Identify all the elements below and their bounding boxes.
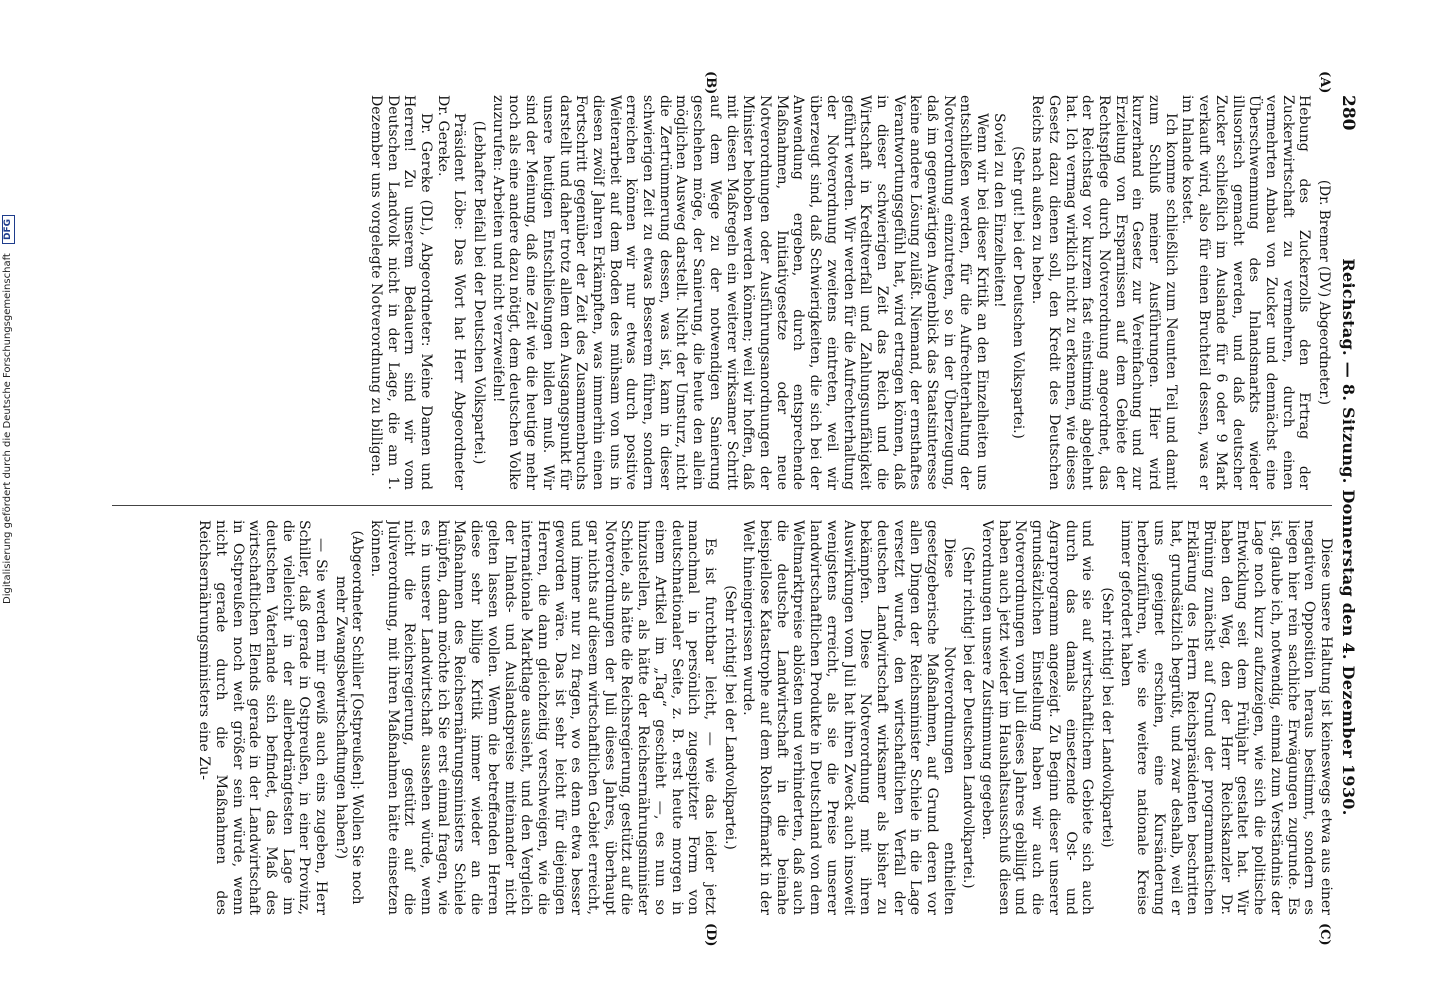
paragraph: Dr. Gereke (DL), Abgeordneter: Meine Damen und Herren! Zu unserem Bedauern sind wir vom Deutschen Landvolk nicht in der Lage, die am 1. Dezember uns vorgelegte Notverordnung zu billigen.	[367, 95, 435, 490]
paragraph: Diese unsere Haltung ist keineswegs etwa aus einer negativen Opposition heraus bestimmt, sondern es liegen hier rein sachliche Erwägungen zugrunde. Es ist, glaube ich, notwendig, einmal zum Verständnis der Lage noch kurz aufzuzeigen, wie sich die politische Entwicklung seit dem Frühjahr gestaltet hat. Wir haben den Weg, den der Herr Reichskanzler Dr. Brüning zunächst auf Grund der programmatischen Erklärung des Herrn Reichspräsidenten beschritten hat, grundsätzlich begrüßt, und zwar deshalb, weil er uns geeignet erschien, eine Kursänderung herbeizuführen, wie sie weitere nationale Kreise immer gefordert haben	[1117, 520, 1334, 915]
interjection: (Sehr richtig! bei der Landvolkpartei)	[1098, 587, 1115, 848]
paragraph: Präsident Löbe: Das Wort hat Herr Abgeordneter Dr. Gereke.	[434, 95, 468, 490]
paragraph: und wie sie auf wirtschaftlichem Gebiete sich auch durch das damals einsetzende Ost- und Agrarprogramm angezeigt. Zu Beginn dieser unserer grundsätzlichen Einstellung haben wir auch die Notverordnungen vom Juli dieses Jahres gebilligt und haben auch jetzt wieder im Haushaltsausschuß diesen Verordnungen unsere Zustimmung gegeben.	[979, 520, 1096, 915]
interjection: (Sehr richtig! bei der Deutschen Landvolkpartei.)	[960, 546, 977, 889]
interjection: (Sehr gut! bei der Deutschen Volkspartei.)	[1010, 146, 1027, 439]
interjection: (Dr. Bremer (DV) Abgeordneter.)	[1316, 179, 1332, 406]
margin-marker-a: (A)	[1317, 71, 1332, 94]
paragraph: Diese Notverordnungen enthielten gesetzgeberische Maßnahmen, auf Grund deren vor allen Dingen der Reichsminister Schiele in die Lage versetzt wurde, den wirtschaftlichen Verfall der deutschen Landwirtschaft wirksamer als bisher zu bekämpfen. Diese Notverordnung mit ihren Auswirkungen vom Juli hat ihren Zweck auch insoweit wenigstens erreicht, als sie die Preise unserer landwirtschaftlichen Produkte in Deutschland von dem Weltmarktpreise ablösten und verhinderten, daß auch die deutsche Landwirtschaft in die beinahe beispiellose Katastrophe auf dem Rohstoffmarkt in der Welt hineingerissen wurde.	[740, 520, 957, 915]
margin-marker-d: (D)	[703, 923, 718, 947]
left-column	[106, 95, 1334, 490]
credit-text: Digitalisierung gefördert durch die Deutsche Forschungsgemeinschaft	[2, 253, 13, 604]
page-header	[1336, 95, 1358, 925]
margin-marker-c: (C)	[1317, 923, 1332, 946]
digitization-credit	[1, 210, 17, 604]
paragraph: Wenn wir bei dieser Kritik an den Einzelheiten uns entschließen werden, für die Aufrechterhaltung der Notverordnung einzutreten, so in der Überzeugung, daß im gegenwärtigen Augenblick das Staatsinteresse keine andere Lösung zuläßt. Niemand, der ernsthaftes Verantwortungsgefühl hat, wird ertragen können, daß in dieser schwierigen Zeit das Reich und die Wirtschaft in Kreditverfall und Zahlungsunfähigkeit geführt werden. Wir werden für die Aufrechterhaltung der Notverordnung zweitens eintreten, weil wir überzeugt sind, daß Schwierigkeiten, die sich bei der Anwendung ergeben, durch entsprechende Maßnahmen, Initiativgesetze oder neue Notverordnungen oder Ausführungsanordnungen der Minister behoben werden können; weil wir hoffen, daß mit diesen Maßregeln ein weiterer wirksamer Schritt auf dem Wege zu der notwendigen Sanierung geschehen möge, der Sanierung, die heute den allein möglichen Ausweg darstellt. Nicht der Umsturz, nicht die Zertrümmerung dessen, was ist, kann in dieser schwierigen Zeit zu etwas Besserem führen, sondern erreichen können wir nur etwas durch positive Weiterarbeit auf dem Boden des mühsam von uns in diesen zwölf Jahren Erkämpften, was immerhin einen Fortschritt gegenüber der Zeit des Zusammenbruchs darstellt und daher trotz allem den Ausgangspunkt für unsere heutigen Entschließungen bilden muß. Wir sind der Meinung, daß eine Zeit wie die heutige mehr noch als eine andere dazu nötigt, dem deutschen Volke zuzurufen: Arbeiten und nicht verzweifeln!	[489, 95, 991, 490]
interjection: (Sehr richtig! bei der Landvolkpartei.)	[721, 585, 738, 850]
right-column	[106, 520, 1334, 915]
paragraph: Ich komme schließlich zum Neunten Teil und damit zum Schluß meiner Ausführungen. Hier wird kurzerhand ein Gesetz zur Vereinfachung und zur Erzielung von Ersparnissen auf dem Gebiete der Rechtspflege durch Notverordnung angeordnet, das der Reichstag vor kurzem fast einstimmig abgelehnt hat. Ich vermag wirklich nicht zu erkennen, wie dieses Gesetz dazu dienen soll, den Kredit des Deutschen Reichs nach außen zu heben.	[1029, 95, 1179, 490]
paragraph: — Sie werden mir gewiß auch eins zugeben, Herr Schiller, daß gerade in Ostpreußen, in einer Provinz, die vielleicht in der allerbedrängtesten Lage im deutschen Vaterlande sich befindet, das Maß des wirtschaftlichen Elends gerade in der Landwirtschaft in Ostpreußen noch weit größer sein würde, wenn nicht gerade durch die Maßnahmen des Reichsernährungsministers eine Zu-	[196, 520, 330, 915]
rotated-page	[108, 71, 1358, 947]
interjection: (Abgeordneter Schiller [Ostpreußen]: Wollen Sie noch mehr Zwangsbewirtschaftungen haben?)	[332, 530, 366, 905]
paragraph: Soviel zu den Einzelheiten!	[990, 113, 1007, 308]
paragraph: Es ist furchtbar leicht, — wie das leider jetzt manchmal in persönlich zugespitzter Form von deutschnationaler Seite, z. B. erst heute morgen in einem Artikel im „Tag“ geschieht —, es nun so hinzustellen, als hätte der Reichsernährungsminister Schiele, als hätte die Reichsregierung, gestützt auf die Notverordnungen der Juli dieses Jahres, überhaupt gar nichts auf diesem wirtschaftlichen Gebiet erreicht, und immer nur zu fragen, wo es denn etwa besser geworden wäre. Das ist sehr leicht für diejenigen Herren, die dann gleichzeitig verschweigen, wie die internationale Marktlage aussieht, und den Vergleich der Inlands- und Auslandspreise miteinander nicht gelten lassen wollen. Wenn die betreffenden Herren diese sehr billige Kritik immer wieder an die Maßnahmen des Reichsernährungsministers Schiele knüpfen, dann möchte ich Sie erst einmal fragen, wie es in unserer Landwirtschaft aussehen würde, wenn nicht die Reichsregierung, gestützt auf die Juliverordnung, mit ihren Maßnahmen hätte einsetzen können.	[367, 520, 719, 915]
page-number: 280	[1338, 95, 1358, 131]
interjection: (Lebhafter Beifall bei der Deutschen Volkspartei.)	[471, 120, 488, 465]
dfg-logo: DFG	[2, 215, 15, 244]
column-divider	[112, 505, 1332, 506]
paragraph: Hebung des Zuckerzolls den Ertrag der Zuckerwirtschaft zu vermehren, durch einen vermehrten Anbau von Zucker und demnächst eine Überschwemmung des Inlandsmarkts wieder illusorisch gemacht werden, und daß deutscher Zucker schließlich im Auslande für 6 oder 9 Mark verkauft wird, also für einen Bruchteil dessen, was er im Inlande kostet.	[1179, 95, 1313, 490]
page-title: Reichstag. — 8. Sitzung. Donnerstag den 4. Dezember 1930.	[1339, 258, 1358, 816]
margin-marker-b: (B)	[703, 71, 718, 95]
